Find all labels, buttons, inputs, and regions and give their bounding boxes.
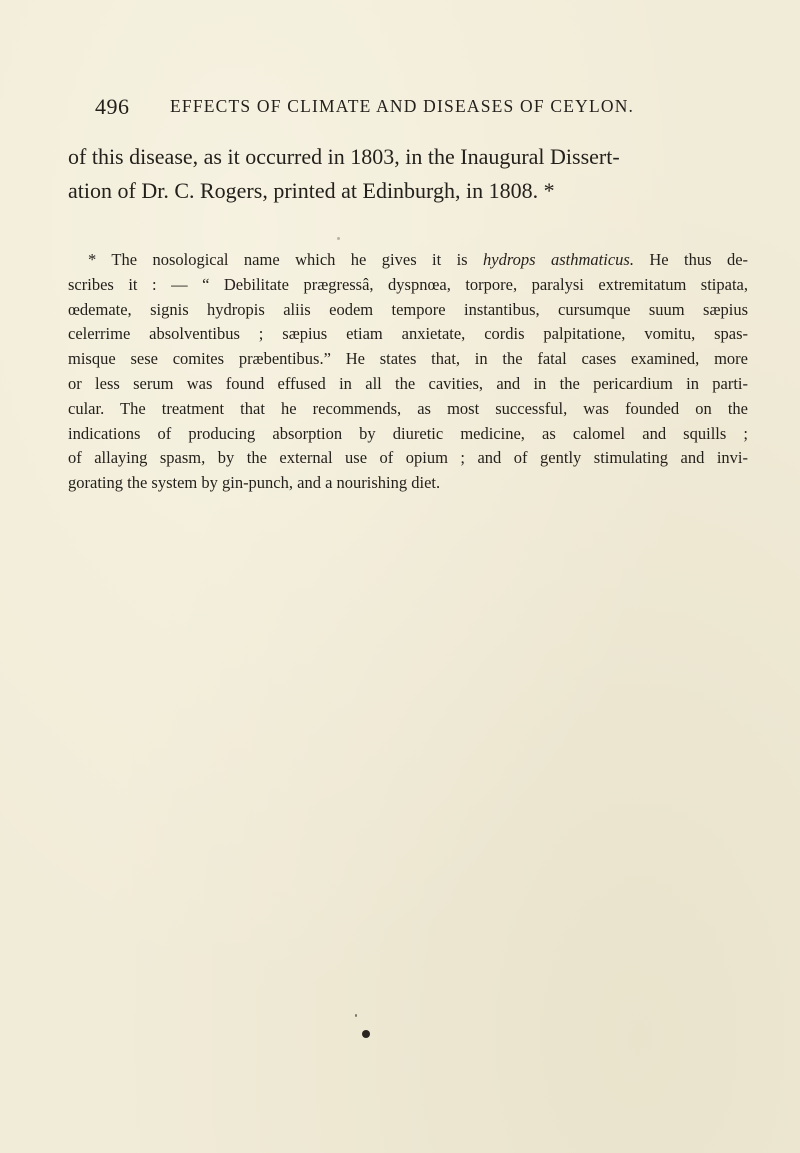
footnote-line [68, 248, 748, 273]
footnote-line: indications of producing absorption by diuretic medicine, as calomel and squills ; [68, 423, 748, 443]
footnote-text: He thus de- [649, 250, 749, 269]
footnote-line: misque sese comites præbentibus.” He states that, in the fatal cases examined, more [68, 349, 748, 369]
footnote [68, 248, 748, 496]
ink-speck [355, 1014, 357, 1017]
footnote-italic-term: hydrops asthmaticus. [483, 250, 634, 269]
footnote-text: The nosological name which he gives it is [111, 250, 468, 269]
footnote-line: cular. The treatment that he recommends, as most successful, was founded on the [68, 398, 748, 418]
footnote-line: celerrime absolventibus ; sæpius etiam anxietate, cordis palpitatione, vomitu, spas- [68, 324, 748, 344]
footnote-line: gorating the system by gin-punch, and a nourishing diet. [68, 473, 441, 493]
main-text-line: of this disease, as it occurred in 1803, in the Inaugural Dissert- [68, 144, 620, 169]
main-text [68, 140, 748, 208]
footnote-line: or less serum was found effused in all the cavities, and in the pericardium in parti- [68, 373, 748, 393]
ink-speck [337, 237, 340, 240]
page-number: 496 [95, 94, 130, 119]
footnote-line: of allaying spasm, by the external use of opium ; and of gently stimulating and invi- [68, 448, 748, 468]
running-head: EFFECTS OF CLIMATE AND DISEASES OF CEYLON. [170, 96, 635, 116]
footnote-line: œdemate, signis hydropis aliis eodem tempore instantibus, cursumque suum sæpius [68, 299, 748, 319]
page-header [0, 94, 800, 124]
footnote-marker: * [88, 250, 97, 269]
ink-speck [362, 1030, 370, 1038]
main-text-line: ation of Dr. C. Rogers, printed at Edinburgh, in 1808. * [68, 178, 555, 203]
footnote-line: scribes it : — “ Debilitate prægressâ, dyspnœa, torpore, paralysi extremitatum stipata, [68, 274, 748, 294]
